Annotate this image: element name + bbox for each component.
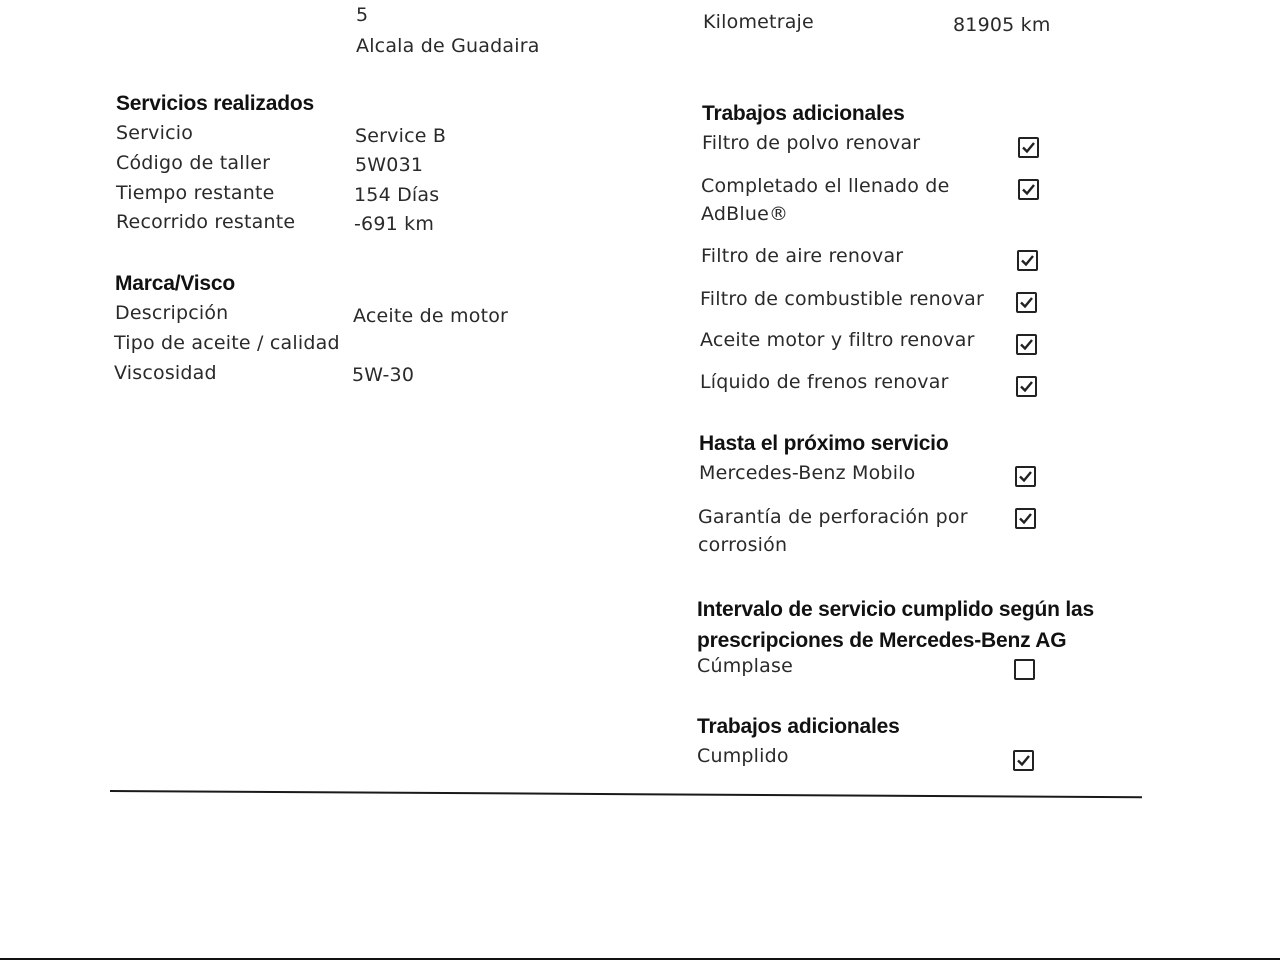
checkbox[interactable] — [1016, 376, 1037, 397]
interval-heading: Intervalo de servicio cumplido según las prescripciones de Mercedes-Benz AG — [697, 598, 1094, 652]
additional-work-item-label: Completado el llenado de AdBlue® — [701, 175, 950, 225]
services-row-value: -691 km — [354, 213, 435, 235]
checkmark-icon — [1016, 753, 1031, 768]
oil-row-label: Tipo de aceite / calidad — [114, 332, 340, 354]
additional-work-heading: Trabajos adicionales — [702, 102, 905, 125]
checkmark-icon — [1019, 295, 1034, 310]
checkmark-icon — [1020, 253, 1035, 268]
additional-work-2-heading: Trabajos adicionales — [697, 715, 900, 738]
mileage-value: 81905 km — [953, 14, 1051, 36]
additional-work-item-label: Filtro de aire renovar — [701, 245, 904, 267]
address-line-2: Alcala de Guadaira — [356, 35, 540, 57]
checkbox[interactable] — [1018, 179, 1039, 200]
additional-work-item-label: Filtro de polvo renovar — [702, 132, 921, 154]
divider-line — [110, 790, 1142, 798]
services-row-value: 5W031 — [355, 154, 424, 176]
checkmark-icon — [1018, 511, 1033, 526]
checkmark-icon — [1018, 469, 1033, 484]
oil-row-value: 5W-30 — [352, 364, 415, 386]
oil-row-value: Aceite de motor — [353, 305, 509, 327]
additional-work-item-label: Líquido de frenos renovar — [700, 371, 949, 393]
address-line-1: 5 — [356, 4, 369, 26]
checkmark-icon — [1019, 379, 1034, 394]
services-row-value: 154 Días — [354, 184, 440, 206]
checkbox[interactable] — [1016, 334, 1037, 355]
services-done-heading: Servicios realizados — [116, 92, 314, 115]
checkbox[interactable] — [1016, 292, 1037, 313]
checkbox[interactable] — [1015, 466, 1036, 487]
mileage-label: Kilometraje — [703, 11, 814, 33]
next-service-item-label: Garantía de perforación por corrosión — [698, 506, 968, 556]
services-row-label: Recorrido restante — [116, 211, 296, 233]
oil-row-label: Descripción — [115, 302, 229, 324]
services-row-label: Código de taller — [116, 152, 271, 174]
checkbox[interactable] — [1017, 250, 1038, 271]
checkbox[interactable] — [1013, 750, 1034, 771]
checkbox[interactable] — [1018, 137, 1039, 158]
services-row-value: Service B — [355, 125, 447, 147]
additional-work-2-item-label: Cumplido — [697, 745, 789, 767]
checkmark-icon — [1019, 337, 1034, 352]
services-row-label: Tiempo restante — [116, 182, 275, 204]
checkmark-icon — [1021, 140, 1036, 155]
checkbox[interactable] — [1015, 508, 1036, 529]
checkbox[interactable] — [1014, 659, 1035, 680]
checkmark-icon — [1021, 182, 1036, 197]
interval-item-label: Cúmplase — [697, 655, 793, 677]
next-service-item-label: Mercedes-Benz Mobilo — [699, 462, 916, 484]
next-service-heading: Hasta el próximo servicio — [699, 432, 949, 455]
oil-heading: Marca/Visco — [115, 272, 235, 295]
additional-work-item-label: Filtro de combustible renovar — [700, 288, 985, 310]
additional-work-item-label: Aceite motor y filtro renovar — [700, 329, 975, 351]
services-row-label: Servicio — [116, 122, 194, 144]
oil-row-label: Viscosidad — [114, 362, 217, 384]
cropped-text-fragment — [954, 0, 1014, 4]
